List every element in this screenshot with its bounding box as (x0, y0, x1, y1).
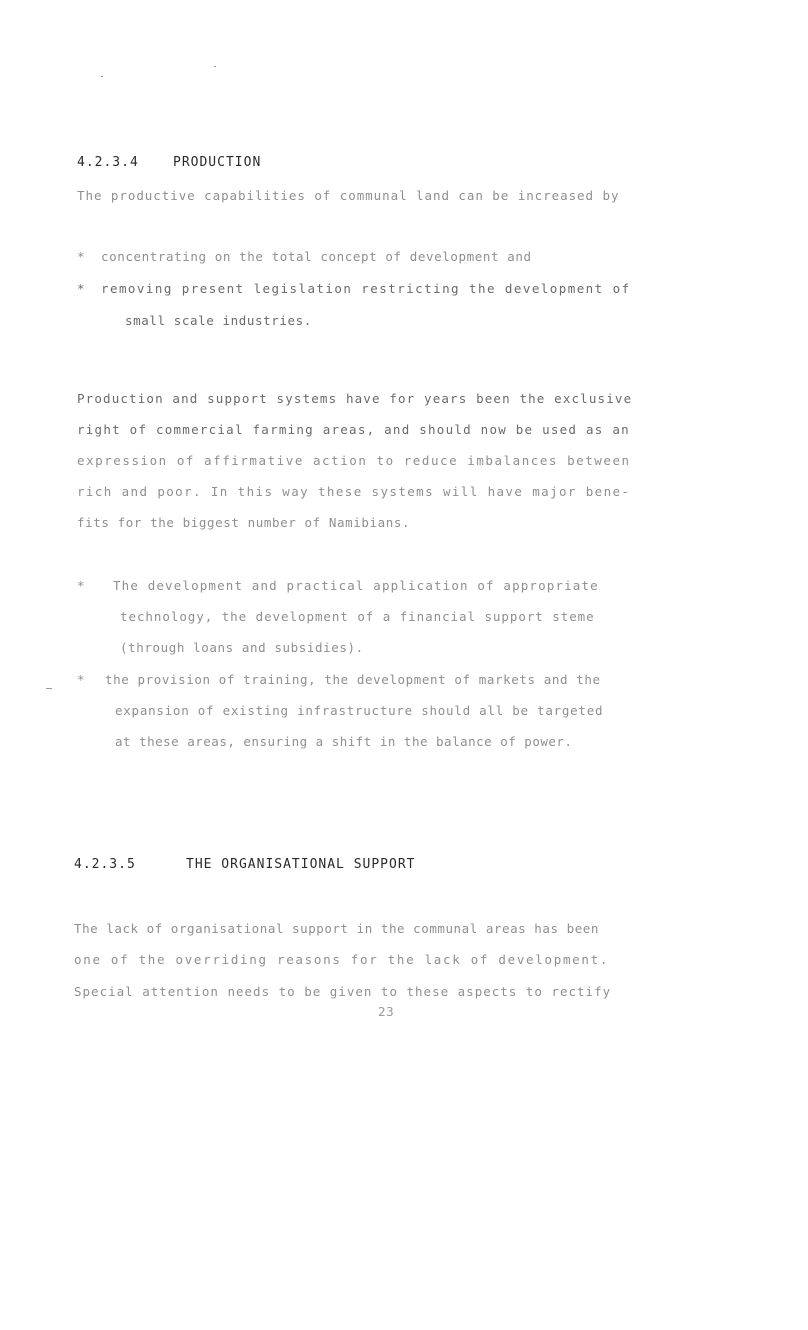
bullet-symbol: * (77, 578, 86, 593)
bullet-symbol: * (77, 672, 86, 687)
bullet-symbol: * (77, 249, 86, 264)
scan-speck (46, 688, 52, 689)
scan-speck (214, 66, 216, 67)
bullet-item (77, 249, 532, 265)
paragraph-line: expression of affirmative action to reduce imbalances between (77, 453, 631, 468)
paragraph-line: The lack of organisational support in the communal areas has been (74, 921, 599, 936)
page-number: 23 (378, 1004, 395, 1019)
bullet-continuation: expansion of existing infrastructure should all be targeted (115, 703, 604, 718)
section-title: THE ORGANISATIONAL SUPPORT (186, 857, 416, 872)
section-heading-organisational-support (74, 857, 416, 873)
section-number: 4.2.3.5 (74, 857, 136, 872)
bullet-continuation: small scale industries. (125, 313, 312, 328)
bullet-symbol: * (77, 281, 86, 296)
section-title: PRODUCTION (173, 155, 262, 170)
paragraph-line: Production and support systems have for years been the exclusive (77, 391, 633, 406)
paragraph-line: fits for the biggest number of Namibians. (77, 515, 411, 530)
bullet-item (77, 578, 599, 594)
paragraph-line: Special attention needs to be given to these aspects to rectify (74, 984, 612, 999)
section-number: 4.2.3.4 (77, 155, 139, 170)
paragraph-line: right of commercial farming areas, and should now be used as an (77, 422, 630, 437)
bullet-continuation: at these areas, ensuring a shift in the balance of power. (115, 734, 573, 749)
bullet-continuation: technology, the development of a financial support steme (120, 609, 595, 624)
bullet-text: concentrating on the total concept of development and (101, 249, 532, 264)
section-heading-production (77, 155, 261, 171)
bullet-text: The development and practical application of appropriate (113, 578, 599, 593)
bullet-text: removing present legislation restricting the development of (101, 281, 631, 296)
bullet-item (77, 281, 631, 297)
scan-speck (101, 76, 103, 77)
bullet-text: the provision of training, the development of markets and the (105, 672, 601, 687)
intro-line: The productive capabilities of communal land can be increased by (77, 188, 620, 203)
bullet-item (77, 672, 601, 688)
bullet-continuation: (through loans and subsidies). (120, 640, 364, 655)
paragraph-line: rich and poor. In this way these systems will have major bene- (77, 484, 631, 499)
paragraph-line: one of the overriding reasons for the lack of development. (74, 952, 610, 967)
